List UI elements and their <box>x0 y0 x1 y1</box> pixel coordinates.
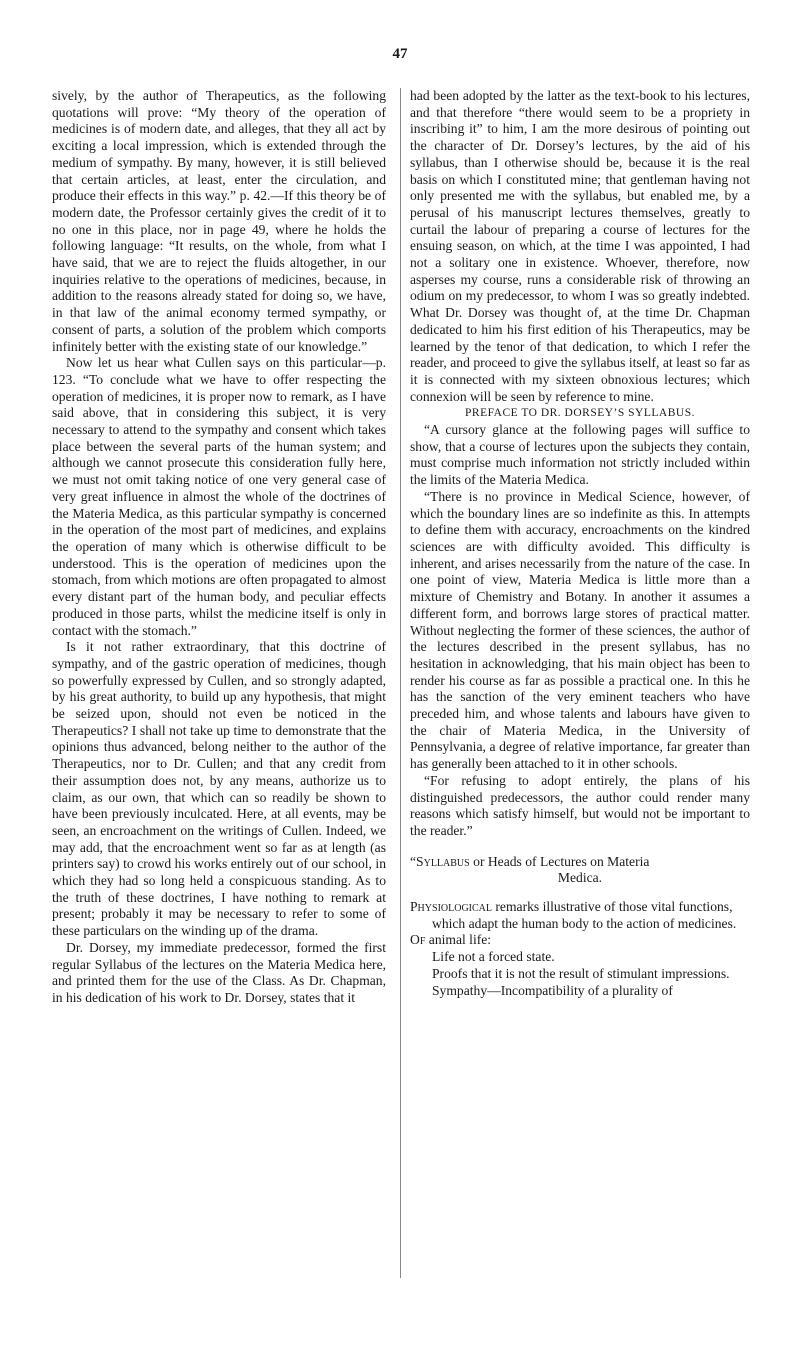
list-item-lead: Physiological <box>410 899 492 915</box>
paragraph: Now let us hear what Cullen says on this particular—p. 123. “To conclude what we have to offer respecting the operation of medicines, it is proper now to remark, as I have said above, that in considering this subject, it is very necessary to attend to the sympathy and consent which takes place between the several parts of the human system; and although we cannot prosecute this consideration fully here, we must not omit taking notice of one very general case of very great influence in almost the whole of the doctrines of the Materia Medica, as this particular sympathy is concerned in the operation of the most part of medicines, and explains the operation of many which is otherwise difficult to be understood. This is the operation of medicines upon the stomach, from which motions are often propagated to almost every distant part of the human body, and peculiar effects produced in those parts, whilst the medicine itself is only in contact with the stomach.” <box>52 355 386 638</box>
syllabus-title-rest: or Heads of Lectures on Materia <box>473 853 650 869</box>
paragraph: “A cursory glance at the following pages will suffice to show, that a course of lectures upon the subjects they contain, must comprise much information not strictly included within the limits of the Materia Medica. <box>410 422 750 488</box>
syllabus-subtitle: Medica. <box>557 870 603 886</box>
paragraph: Dr. Dorsey, my immediate predecessor, formed the first regular Syllabus of the lectures on the Materia Medica here, and printed them for the use of the Class. As Dr. Chapman, in his dedication of his work to Dr. Dorsey, states that it <box>52 939 386 1005</box>
list-item <box>410 899 750 932</box>
list-item-text: animal life: <box>428 932 492 948</box>
left-column <box>52 88 386 1007</box>
list-item: Life not a forced state. <box>432 949 555 965</box>
page-number: 47 <box>392 46 408 62</box>
paragraph: sively, by the author of Therapeutics, as the following quotations will prove: “My theory of the operation of medicines is of modern date, and alleges, that they all act by exciting a local impression, which is extended through the medium of sympathy. By many, however, it is still believed that certain articles, at least, enter the circulation, and produce their effects in this way.” p. 42.—If this theory be of modern date, the Professor certainly gives the credit of it to no one in this place, nor in page 49, where he holds the following language: “It results, on the whole, from what I have said, that we are to reject the fluids altogether, in our inquiries relative to the operations of medicines, because, in addition to the reasons already stated for doing so, we have, in that law of the animal economy termed sympathy, or consent of parts, a solution of the problem which comports infinitely better with the existing state of our knowledge.” <box>52 88 386 354</box>
paragraph: “There is no province in Medical Science, however, of which the boundary lines are so indefinite as this. In attempts to define them with accuracy, encroachments on the kindred sciences are with difficulty avoided. This difficulty is inherent, and arises necessarily from the nature of the case. In one point of view, Materia Medica is little more than a mixture of Chemistry and Botany. In another it assumes a different form, and borrows large stores of practical matter. Without neglecting the former of these sciences, the author of the lectures described in the present syllabus, has no hesitation in acknowledging, that his main object has been to render his course as far as possible a practical one. In this he has the sanction of the very eminent teachers who have preceded him, and whose talents and labours have given to the chair of Materia Medica, in the University of Pennsylvania, a degree of relative importance, far greater than has generally been attached to it in other schools. <box>410 488 750 772</box>
syllabus-title: “Syllabus or Heads of Lectures on Materia <box>410 853 650 869</box>
column-divider <box>400 88 401 1278</box>
list-item-lead: Of <box>410 932 426 948</box>
section-heading: PREFACE TO DR. DORSEY’S SYLLABUS. <box>465 407 695 420</box>
right-column <box>410 88 750 999</box>
list-item-text: remarks illustrative of those vital functions, which adapt the human body to the action of medicines. <box>432 899 737 931</box>
paragraph: had been adopted by the latter as the text-book to his lectures, and that therefore “there would seem to be a propriety in inscribing it” to him, I am the more desirous of pointing out the character of Dr. Dorsey’s lectures, by the aid of his syllabus, than I otherwise should be, because it is the real basis on which I constituted mine; that gentleman having not only presented me with the syllabus, but enabled me, by a perusal of his manuscript lectures themselves, greatly to curtail the labour of preparing a course of lectures for the ensuing season, on which, at the time I was appointed, I had not a solitary one in existence. Whoever, therefore, now asperses my course, runs a considerable risk of throwing an odium on my predecessor, to whom I was so greatly indebted. What Dr. Dorsey was thought of, at the time Dr. Chapman dedicated to him his first edition of his Therapeutics, may be learned by the tenor of that dedication, to which I refer the reader, and proceed to give the syllabus itself, at least so far as it is connected with my sixteen obnoxious lectures; which connexion will be seen by reference to mine. <box>410 88 750 404</box>
list-item: Proofs that it is not the result of stimulant impressions. <box>432 965 730 981</box>
paragraph: “For refusing to adopt entirely, the plans of his distinguished predecessors, the author could render many reasons which satisfy himself, but would not be important to the reader.” <box>410 772 750 838</box>
paragraph: Is it not rather extraordinary, that this doctrine of sympathy, and of the gastric operation of medicines, though so powerfully expressed by Cullen, and so strongly adapted, by his great authority, to build up any hypothesis, that might be seized upon, should not even be noticed in the Therapeutics? I shall not take up time to demonstrate that the opinions thus advanced, belong neither to the author of the Therapeutics, nor to Dr. Cullen; and that any credit from their assumption does not, by any means, authorize us to claim, as our own, that which can so readily be shown to have been previously inculcated. Here, at all events, may be seen, an encroachment on the writings of Cullen. Indeed, we may add, that the encroachment went so far as at length (as printers say) to crowd his works entirely out of our school, in which they had so long held a conspicuous standing. As to the truth of these doctrines, I have nothing to remark at present; probably it may be necessary to refer to some of these particulars on the winding up of the drama. <box>52 639 386 939</box>
syllabus-title-sc: Syllabus <box>416 853 470 869</box>
list-item <box>410 932 750 949</box>
syllabus-list <box>410 899 750 999</box>
list-item: Sympathy—Incompatibility of a plurality of <box>432 982 673 998</box>
